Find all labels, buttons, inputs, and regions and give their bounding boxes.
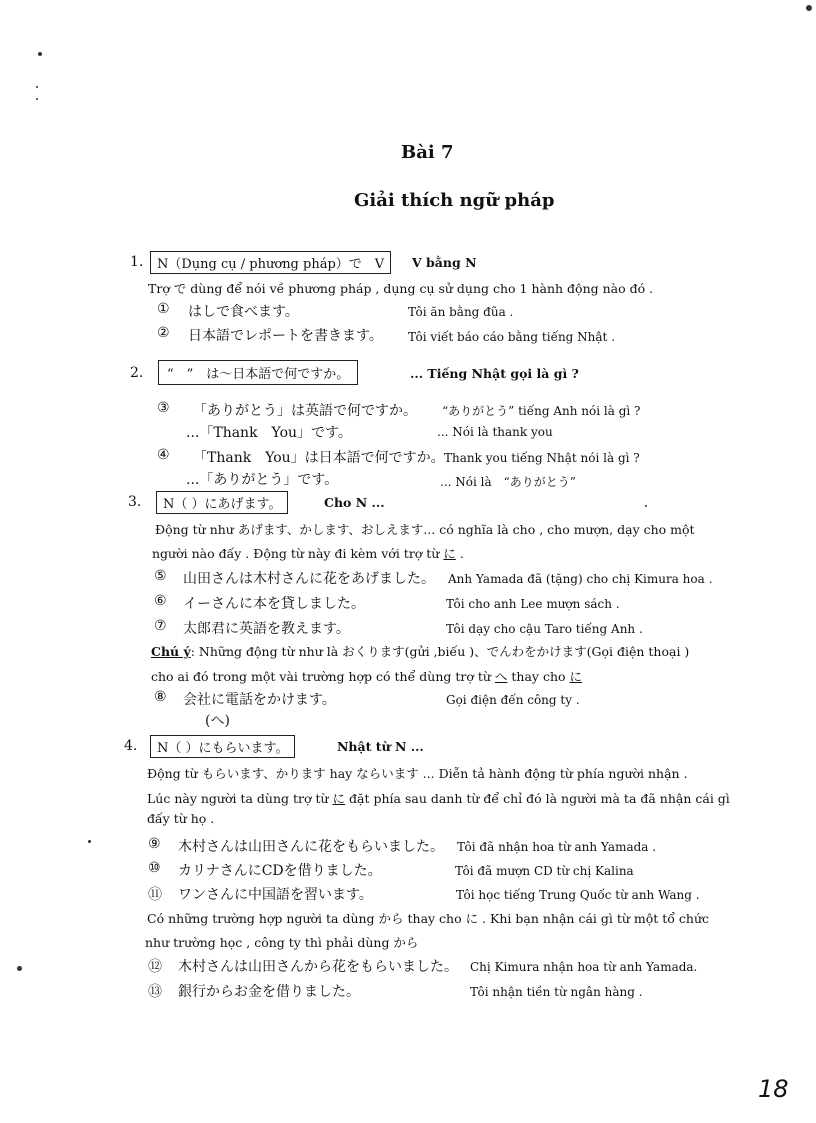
example-5-vn: Anh Yamada đã (tặng) cho chị Kimura hoa . — [448, 572, 713, 586]
section-4-description-2: Lúc này người ta dùng trợ từ に đặt phía sau danh từ để chỉ đó là người mà ta đã nhận cái gì — [147, 791, 730, 806]
example-5-marker: ⑤ — [154, 568, 167, 584]
section-3-description-1: Động từ như あげます、かします、おしえます... có nghĩa là cho , cho mượn, dạy cho một — [155, 522, 695, 537]
scan-speck — [645, 505, 647, 507]
example-10-vn: Tôi đã mượn CD từ chị Kalina — [455, 864, 634, 878]
example-6-marker: ⑥ — [154, 593, 167, 609]
section-3-pattern: N（ ）にあげます。 — [156, 491, 288, 514]
example-4-answer-vn: ... Nói là “ありがとう” — [440, 475, 576, 489]
scan-speck — [38, 52, 42, 56]
example-13-jp: 銀行からお金を借りました。 — [178, 984, 360, 1000]
example-4-marker: ④ — [157, 447, 170, 463]
section-4-description-3: đấy từ họ . — [147, 811, 215, 826]
example-7-marker: ⑦ — [154, 618, 167, 634]
scan-speck — [17, 966, 22, 971]
example-9-marker: ⑨ — [148, 836, 161, 852]
section-4-pattern: N（ ）にもらいます。 — [150, 735, 295, 758]
section-3-meaning: Cho N ... — [324, 495, 385, 510]
example-10-jp: カリナさんにCDを借りました。 — [178, 863, 382, 879]
example-11-marker: ⑪ — [148, 887, 162, 903]
example-1-jp: はしで食べます。 — [188, 304, 299, 320]
section-1-description: Trợ で dùng để nói về phương pháp , dụng cụ sử dụng cho 1 hành động nào đó . — [148, 281, 654, 296]
example-4-answer-jp: ...「ありがとう」です。 — [186, 472, 339, 488]
scan-speck — [806, 5, 812, 11]
example-2-marker: ② — [157, 325, 170, 341]
page-number: 18 — [758, 1075, 789, 1103]
section-4-description-5: như trường học , công ty thì phải dùng から — [145, 935, 419, 950]
section-1-pattern: N（Dụng cụ / phương pháp）で V — [150, 251, 391, 274]
example-3-answer-jp: ...「Thank You」です。 — [186, 425, 352, 441]
example-13-marker: ⑬ — [148, 984, 162, 1000]
scan-speck — [36, 98, 38, 100]
example-1-vn: Tôi ăn bằng đũa . — [408, 305, 514, 319]
section-3-description-2: người nào đấy . Động từ này đi kèm với trợ từ に . — [152, 546, 464, 561]
example-8-vn: Gọi điện đến công ty . — [446, 693, 580, 707]
section-4-number: 4. — [124, 738, 138, 754]
scan-speck — [88, 840, 91, 843]
example-12-marker: ⑫ — [148, 959, 162, 975]
example-12-jp: 木村さんは山田さんから花をもらいました。 — [178, 959, 458, 975]
example-2-vn: Tôi viết báo cáo bằng tiếng Nhật . — [408, 330, 616, 344]
example-8-jp: 会社に電話をかけます。 — [183, 692, 336, 708]
section-1-meaning: V bằng N — [412, 255, 477, 270]
example-8-marker: ⑧ — [154, 689, 167, 705]
section-4-description-4: Có những trường hợp người ta dùng から thay cho に . Khi bạn nhận cái gì từ một tổ chức — [147, 911, 710, 926]
section-subtitle: Giải thích ngữ pháp — [354, 190, 555, 211]
section-3-number: 3. — [128, 494, 142, 510]
example-5-jp: 山田さんは木村さんに花をあげました。 — [183, 571, 435, 587]
lesson-title: Bài 7 — [401, 142, 454, 163]
section-3-note: Chú ý: Những động từ như là おくります(gửi ,biếu )、でんわをかけます(Gọi điện thoại ) — [151, 644, 690, 659]
scan-speck — [36, 86, 38, 88]
section-2-number: 2. — [130, 365, 144, 381]
example-7-vn: Tôi dạy cho cậu Taro tiếng Anh . — [446, 622, 643, 636]
example-2-jp: 日本語でレポートを書きます。 — [188, 328, 383, 344]
section-2-pattern: “ ” は～日本語で何ですか。 — [158, 360, 358, 385]
example-11-jp: ワンさんに中国語を習います。 — [178, 887, 373, 903]
example-11-vn: Tôi học tiếng Trung Quốc từ anh Wang . — [456, 888, 700, 902]
section-4-meaning: Nhật từ N ... — [337, 739, 424, 754]
example-6-jp: イーさんに本を貸しました。 — [183, 596, 365, 612]
example-9-vn: Tôi đã nhận hoa từ anh Yamada . — [457, 840, 657, 854]
section-3-note-2: cho ai đó trong một vài trường hợp có thể dùng trợ từ へ thay cho に — [151, 669, 583, 684]
example-3-vn: “ありがとう” tiếng Anh nói là gì ? — [442, 404, 641, 418]
example-4-vn: Thank you tiếng Nhật nói là gì ? — [444, 451, 640, 465]
example-3-marker: ③ — [157, 400, 170, 416]
section-4-description-1: Động từ もらいます、かります hay ならいます ... Diễn tả hành động từ phía người nhận . — [147, 766, 688, 781]
example-3-jp: 「ありがとう」は英語で何ですか。 — [193, 403, 417, 419]
example-4-jp: 「Thank You」は日本語で何ですか。 — [193, 450, 445, 466]
example-7-jp: 太郎君に英語を教えます。 — [183, 621, 350, 637]
example-1-marker: ① — [157, 301, 170, 317]
section-2-meaning: ... Tiếng Nhật gọi là gì ? — [410, 366, 579, 381]
example-8-alt-particle: (へ) — [205, 713, 230, 729]
section-1-number: 1. — [130, 254, 144, 270]
example-9-jp: 木村さんは山田さんに花をもらいました。 — [178, 839, 444, 855]
example-10-marker: ⑩ — [148, 860, 161, 876]
example-6-vn: Tôi cho anh Lee mượn sách . — [446, 597, 620, 611]
example-12-vn: Chị Kimura nhận hoa từ anh Yamada. — [470, 960, 698, 974]
example-13-vn: Tôi nhận tiền từ ngân hàng . — [470, 985, 643, 999]
example-3-answer-vn: ... Nói là thank you — [437, 425, 553, 439]
